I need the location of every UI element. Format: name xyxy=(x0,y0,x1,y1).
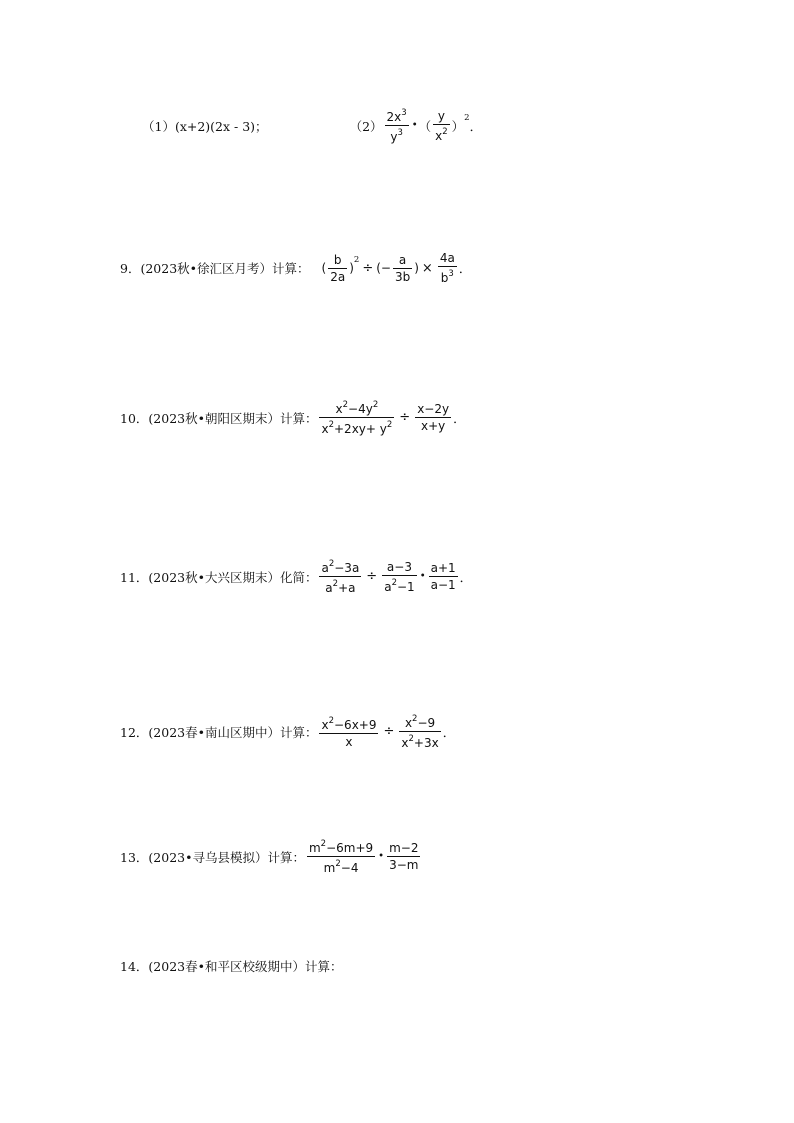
fraction: $\frac{a-3}{a^2-1}$ xyxy=(384,559,415,594)
problem-11: 11．(2023秋•大兴区期末）化简： $\frac{a^2-3a}{a^2+a}$ ÷ $\frac{a-3}{a^2-1}$ • $\frac{a+1}{a-1}$ ． xyxy=(120,559,473,595)
multiply-dot: • xyxy=(378,851,385,862)
multiply-dot: • xyxy=(411,120,418,131)
fraction: $\frac{a^2-3a}{a^2+a}$ xyxy=(321,559,360,595)
fraction: $\frac{m^2-6m+9}{m^2-4}$ xyxy=(308,839,374,875)
fraction: $\frac{y}{x^2}$ xyxy=(435,108,448,143)
part-1-label: （1） xyxy=(142,118,175,134)
problem-12: 12．(2023春•南山区期中）计算： $\frac{x^2-6x+9}{x}$ ÷ $\frac{x^2-9}{x^2+3x}$ ． xyxy=(120,714,456,750)
times-sign: × xyxy=(421,260,433,276)
exponent: 2 xyxy=(464,112,470,123)
problem-label: 12．(2023春•南山区期中）计算： xyxy=(120,724,318,740)
multiply-dot: • xyxy=(419,571,426,582)
part-2-label: （2） xyxy=(349,118,383,134)
divide-sign: ÷ xyxy=(399,410,411,425)
fraction: $\frac{a}{3b}$ xyxy=(394,252,411,284)
part-1-expression: (x+2)(2x - 3)； xyxy=(174,118,268,134)
close-paren: ） xyxy=(451,118,465,134)
problem-14 xyxy=(120,957,342,975)
problem-label: 11．(2023秋•大兴区期末）化简： xyxy=(120,569,318,585)
divide-sign: ÷ xyxy=(383,724,395,739)
fraction: $\frac{m-2}{3-m}$ xyxy=(389,841,419,872)
problem-8-parts xyxy=(142,106,482,145)
problem-label: 9．(2023秋•徐汇区月考）计算： xyxy=(120,261,310,276)
open-paren: （ xyxy=(418,118,432,134)
divide-sign: ÷ xyxy=(362,260,374,276)
problem-9: 9．(2023秋•徐汇区月考）计算： ( $\frac{b}{2a}$ ) $^2$ ÷ (− $\frac{a}{3b}$ ) × $\frac{4a}{b^3}$ ． xyxy=(120,251,472,285)
fraction: $\frac{b}{2a}$ xyxy=(330,252,346,284)
fraction: $\frac{4a}{b^3}$ xyxy=(439,251,455,285)
problem-label: 10．(2023秋•朝阳区期末）计算： xyxy=(120,410,318,426)
fraction: $\frac{a+1}{a-1}$ xyxy=(430,561,456,592)
fraction: $\frac{x^2-9}{x^2+3x}$ xyxy=(401,714,439,750)
period: ． xyxy=(469,118,483,134)
problem-label: 13．(2023•寻乌县模拟）计算： xyxy=(120,849,305,865)
divide-sign: ÷ xyxy=(366,569,378,584)
fraction: $\frac{x^2-4y^2}{x^2+2xy+ y^2}$ xyxy=(321,400,393,436)
fraction: $\frac{x^2-6x+9}{x}$ xyxy=(321,715,377,749)
fraction: $\frac{2x^3}{y^3}$ xyxy=(386,108,407,144)
problem-10: 10．(2023秋•朝阳区期末）计算： $\frac{x^2-4y^2}{x^2+2xy+ y^2}$ ÷ $\frac{x-2y}{x+y}$ ． xyxy=(120,400,466,436)
problem-13 xyxy=(120,837,422,876)
problem-label: 14．(2023春•和平区校级期中）计算： xyxy=(120,959,343,974)
fraction: $\frac{x-2y}{x+y}$ xyxy=(417,402,450,433)
